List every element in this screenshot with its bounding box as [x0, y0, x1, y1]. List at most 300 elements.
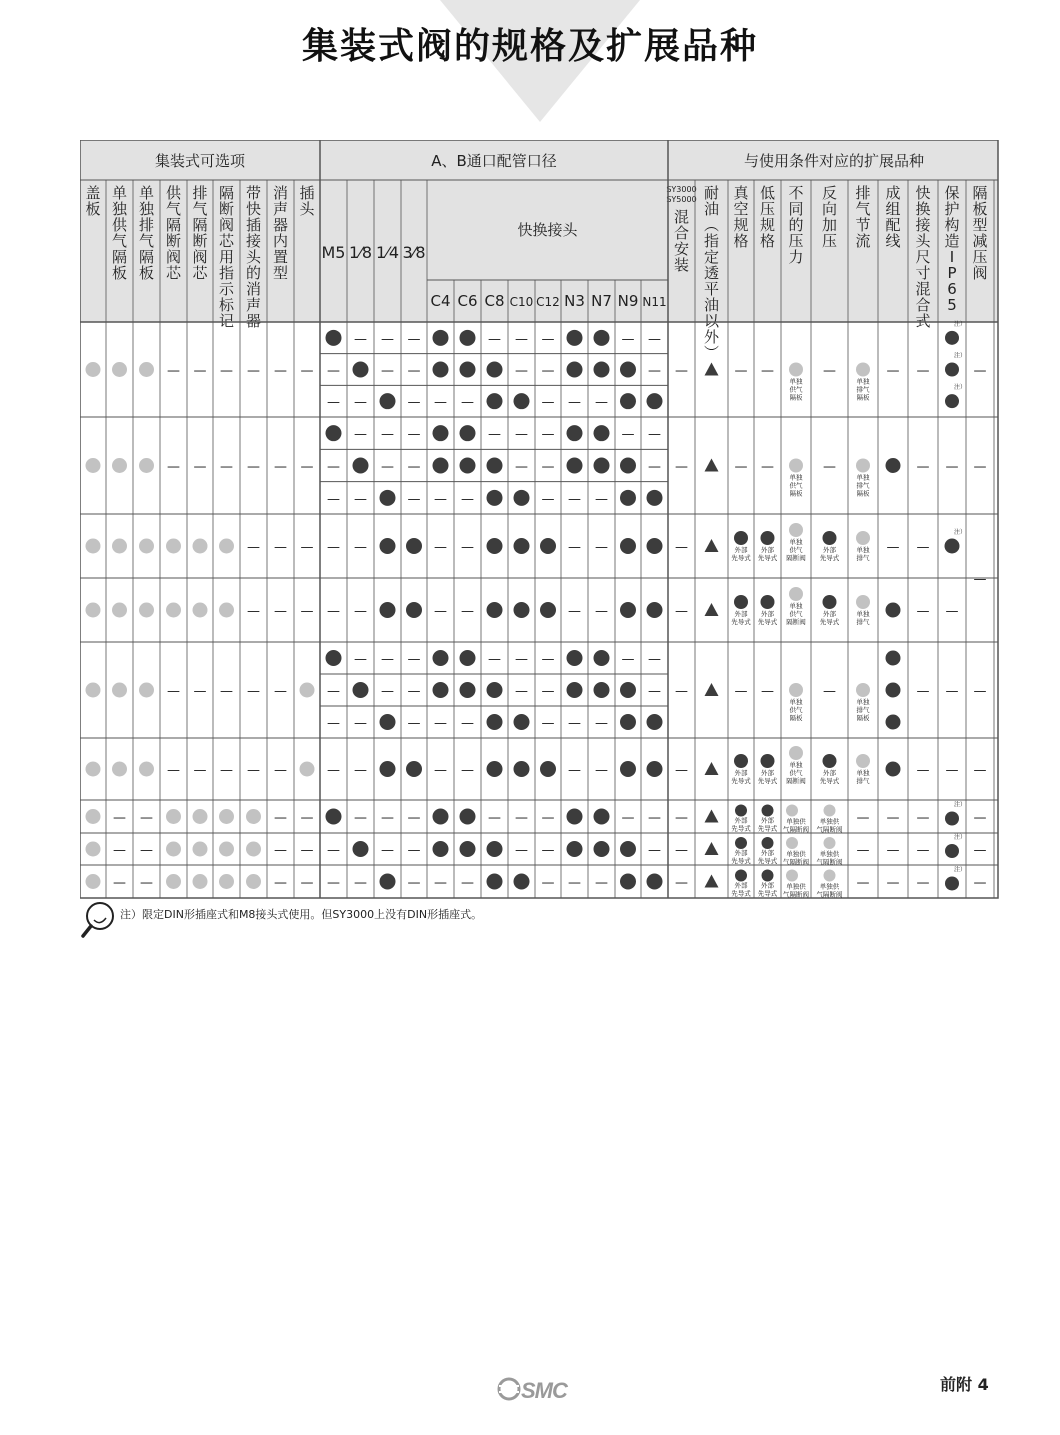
- gray-dot: [786, 870, 798, 882]
- dash: —: [354, 875, 367, 891]
- col-header-3-char: 排: [138, 216, 155, 234]
- dash: —: [327, 363, 340, 379]
- dash: —: [973, 684, 987, 699]
- dash: —: [461, 763, 474, 778]
- col-header-mixed-char: 合: [673, 224, 690, 242]
- dash: —: [886, 363, 900, 379]
- dash: —: [167, 363, 180, 379]
- col-header-4-char: 气: [165, 200, 182, 218]
- dash: —: [461, 395, 474, 411]
- dash: —: [541, 331, 555, 347]
- gray-dot: [786, 837, 798, 849]
- gray-dot: [112, 603, 127, 618]
- col-header-9-char: 插: [299, 184, 315, 202]
- filled-dot: [886, 715, 901, 730]
- dash: —: [354, 652, 367, 667]
- filled-dot: [353, 841, 369, 857]
- gray-dot-label: 单独: [789, 377, 803, 386]
- filled-dot-label: 外部: [823, 546, 836, 554]
- dash: —: [488, 331, 501, 347]
- footnote-text: 注）限定DIN形插座式和M8接头式使用。但SY3000上没有DIN形插座式。: [120, 908, 483, 921]
- filled-dot: [514, 714, 530, 730]
- dash: —: [595, 716, 608, 731]
- dash: —: [916, 763, 930, 778]
- dash: —: [515, 843, 528, 858]
- col-header-ext-1-char: 油: [703, 296, 720, 314]
- dash: —: [734, 684, 748, 699]
- dash: —: [434, 540, 447, 555]
- filled-dot-label: 外部: [823, 769, 836, 777]
- col-header-6-char: 指: [218, 264, 235, 282]
- filled-dot: [647, 538, 663, 554]
- dash: —: [648, 331, 661, 347]
- col-header-2-char: 独: [111, 200, 128, 218]
- gray-dot: [246, 809, 261, 824]
- dash: —: [300, 459, 314, 475]
- filled-dot: [487, 602, 503, 618]
- filled-dot-label: 先导式: [819, 554, 840, 562]
- dash: —: [407, 427, 421, 443]
- filled-dot: [460, 650, 476, 666]
- col-header-ext-5-char: 反: [821, 184, 838, 202]
- dash: —: [167, 763, 180, 778]
- dash: —: [274, 875, 287, 891]
- gray-dot: [856, 595, 870, 609]
- filled-dot: [945, 363, 959, 377]
- col-header-ext-7: [885, 184, 900, 250]
- dash: —: [354, 540, 367, 555]
- filled-dot: [620, 874, 636, 890]
- col-header-ext-9-char: P: [947, 264, 957, 282]
- col-header-ext-5-char: 压: [821, 232, 838, 250]
- col-header-8-char: 器: [272, 216, 289, 234]
- dash: —: [675, 684, 688, 699]
- col-header-ext-6-char: 排: [855, 184, 871, 202]
- col-header-ext-10-char: 板: [972, 200, 988, 218]
- brand-name: SMC: [521, 1378, 567, 1403]
- gray-dot-label: 气隔断阀: [816, 858, 843, 866]
- footnote: [80, 900, 483, 940]
- col-header-8-char: 型: [272, 264, 289, 282]
- filled-dot: [620, 362, 636, 378]
- filled-dot: [647, 761, 663, 777]
- filled-dot: [762, 837, 774, 849]
- dash: —: [407, 652, 421, 667]
- col-header-port-1: M5: [321, 243, 346, 262]
- col-header-mixed-char: 混: [673, 208, 690, 226]
- dash: —: [973, 459, 987, 475]
- col-header-ext-9-char: 护: [944, 200, 960, 218]
- gray-dot: [86, 603, 101, 618]
- filled-dot: [460, 841, 476, 857]
- dash: —: [515, 427, 528, 443]
- filled-dot-label: 外部: [734, 610, 748, 618]
- col-header-4-char: 隔: [165, 216, 182, 234]
- gray-dot: [219, 874, 234, 889]
- col-header-ext-8-char: 换: [915, 200, 931, 218]
- gray-dot-label: 隔板: [789, 489, 803, 498]
- gray-dot: [112, 458, 127, 473]
- filled-dot: [761, 595, 775, 609]
- filled-dot: [380, 538, 396, 554]
- dash: —: [327, 395, 340, 411]
- gray-dot-label: 隔板: [856, 714, 870, 722]
- col-header-5-char: 隔: [192, 216, 208, 234]
- dash: —: [461, 491, 474, 507]
- dash: —: [568, 540, 581, 555]
- dash: —: [595, 604, 608, 619]
- gray-dot-label: 单独: [856, 769, 870, 777]
- filled-dot-label: 先导式: [757, 824, 778, 833]
- filled-dot: [514, 393, 530, 409]
- dash: —: [354, 331, 367, 347]
- filled-dot-label: 外部: [734, 881, 748, 890]
- filled-dot: [567, 650, 583, 666]
- dash: —: [568, 716, 581, 731]
- gray-dot: [139, 458, 154, 473]
- triangle-marker: [705, 683, 719, 696]
- filled-dot-label: 先导式: [757, 554, 778, 562]
- col-header-3-char: 板: [138, 264, 155, 282]
- dash: —: [541, 395, 555, 411]
- filled-dot: [380, 714, 396, 730]
- filled-dot: [735, 805, 747, 817]
- dash: —: [220, 684, 233, 699]
- gray-dot: [193, 842, 208, 857]
- dash: —: [247, 540, 260, 555]
- dash: —: [274, 363, 287, 379]
- gray-dot: [219, 809, 234, 824]
- group-header-port-sizes: A、B通口配管口径: [431, 152, 557, 170]
- filled-dot-label: 外部: [761, 769, 774, 777]
- col-header-ext-8: [915, 184, 931, 330]
- col-header-ext-8-char: 寸: [915, 264, 931, 282]
- filled-dot: [761, 531, 775, 545]
- filled-dot: [647, 714, 663, 730]
- filled-dot: [886, 458, 901, 473]
- col-header-7-char: 插: [245, 216, 262, 234]
- gray-dot: [824, 870, 836, 882]
- col-header-4-char: 芯: [165, 264, 182, 282]
- filled-dot: [594, 682, 610, 698]
- filled-dot-label: 外部: [761, 816, 774, 825]
- col-header-ext-8-char: 接: [915, 216, 931, 234]
- filled-dot-label: 先导式: [731, 777, 751, 785]
- gray-dot: [86, 809, 101, 824]
- filled-dot-label: 先导式: [757, 618, 778, 626]
- smc-logo-mark: [497, 1376, 521, 1402]
- col-header-4-char: 断: [165, 232, 182, 250]
- dash: —: [595, 875, 608, 891]
- gray-dot: [789, 746, 803, 760]
- gray-dot: [86, 458, 101, 473]
- filled-dot-label: 先导式: [819, 618, 840, 626]
- col-header-ext-1-char: 指: [703, 232, 720, 250]
- gray-dot-label: 单独: [856, 698, 870, 706]
- dash: —: [407, 843, 421, 858]
- col-header-1: [85, 184, 100, 218]
- page-title: 集装式阀的规格及扩展品种: [301, 26, 758, 67]
- col-header-port-3: 1⁄4: [375, 243, 400, 262]
- col-header-8-char: 内: [272, 232, 289, 250]
- gray-dot: [789, 523, 803, 537]
- gray-dot: [300, 683, 315, 698]
- gray-dot-label: 排气: [856, 385, 870, 394]
- dash: —: [973, 363, 987, 379]
- gray-dot: [856, 683, 870, 697]
- col-header-ext-1-char: 定: [703, 248, 720, 266]
- gray-dot: [824, 805, 836, 817]
- dash: —: [761, 684, 774, 699]
- filled-dot: [433, 682, 449, 698]
- dash: —: [886, 843, 900, 858]
- filled-dot-label: 外部: [761, 849, 774, 857]
- dash: —: [648, 363, 661, 379]
- col-header-7-char: 声: [245, 296, 262, 314]
- note-marker: 注）: [953, 320, 967, 328]
- dash: —: [274, 540, 287, 555]
- dash: —: [407, 331, 421, 347]
- filled-dot: [433, 425, 449, 441]
- filled-dot: [647, 602, 663, 618]
- gray-dot: [246, 842, 261, 857]
- col-header-ext-5-char: 加: [821, 216, 838, 234]
- col-header-ext-10-char: 型: [972, 216, 988, 234]
- filled-dot: [620, 393, 636, 409]
- col-header-mixed: [674, 208, 689, 274]
- filled-dot: [487, 841, 503, 857]
- filled-dot: [540, 538, 556, 554]
- filled-dot: [594, 425, 610, 441]
- dash: —: [916, 684, 930, 699]
- filled-dot: [353, 362, 369, 378]
- gray-dot: [86, 762, 101, 777]
- filled-dot: [761, 754, 775, 768]
- dash: —: [327, 540, 340, 555]
- filled-dot: [620, 682, 636, 698]
- filled-dot: [620, 761, 636, 777]
- page-number: 前附 4: [940, 1375, 989, 1394]
- col-header-4: [166, 184, 182, 282]
- col-header-ext-10-char: 隔: [972, 184, 988, 202]
- dash: —: [434, 875, 447, 891]
- dash: —: [274, 604, 287, 619]
- filled-dot: [567, 425, 583, 441]
- col-header-6-char: 记: [218, 312, 235, 330]
- col-header-ext-8-char: 式: [915, 312, 931, 330]
- dash: —: [856, 843, 870, 858]
- note-marker: 注）: [953, 352, 967, 360]
- triangle-marker: [705, 603, 719, 616]
- col-header-6-char: 芯: [218, 232, 235, 250]
- dash: —: [595, 763, 608, 778]
- gray-dot-label: 单独供: [786, 882, 806, 891]
- dash: —: [354, 395, 367, 411]
- filled-dot: [353, 458, 369, 474]
- filled-dot: [487, 362, 503, 378]
- col-header-ext-4-char: 不: [788, 184, 804, 202]
- dash: —: [568, 875, 581, 891]
- filled-dot: [380, 393, 396, 409]
- filled-dot: [433, 841, 449, 857]
- filled-dot: [945, 877, 959, 891]
- dash: —: [300, 604, 314, 619]
- filled-dot: [433, 362, 449, 378]
- gray-dot: [139, 603, 154, 618]
- gray-dot: [856, 754, 870, 768]
- dash: —: [354, 491, 367, 507]
- col-header-2-char: 供: [111, 216, 128, 234]
- filled-dot: [487, 393, 503, 409]
- col-header-2: [112, 184, 128, 282]
- gray-dot-label: 单独: [856, 473, 870, 482]
- col-header-ext-10-char: 减: [972, 232, 988, 250]
- filled-dot: [762, 870, 774, 882]
- dash: —: [461, 875, 474, 891]
- gray-dot-label: 供气: [789, 769, 803, 777]
- gray-dot: [166, 539, 181, 554]
- filled-dot: [647, 874, 663, 890]
- filled-dot: [326, 425, 342, 441]
- filled-dot: [734, 531, 748, 545]
- filled-dot: [514, 602, 530, 618]
- note-marker: 注）: [953, 801, 967, 809]
- dash: —: [274, 459, 287, 475]
- col-header-ext-3: [760, 184, 775, 250]
- dash: —: [327, 491, 340, 507]
- filled-dot: [380, 874, 396, 890]
- dash: —: [327, 716, 340, 731]
- col-header-mixed-sy5000: SY5000: [666, 195, 697, 204]
- filled-dot-label: 先导式: [731, 618, 751, 626]
- col-header-ext-1-char: ︵: [703, 216, 720, 234]
- col-header-3-char: 单: [138, 184, 155, 202]
- col-header-ext-5: [822, 184, 837, 250]
- col-header-6-char: 阀: [218, 216, 235, 234]
- gray-dot: [139, 362, 154, 377]
- col-header-ext-9-char: 保: [944, 184, 960, 202]
- col-header-2-char: 单: [111, 184, 128, 202]
- filled-dot: [353, 682, 369, 698]
- dash: —: [595, 491, 608, 507]
- gray-dot-label: 排气: [856, 777, 870, 785]
- dash: —: [247, 363, 260, 379]
- dash: —: [823, 684, 836, 699]
- col-header-1-char: 板: [85, 200, 101, 218]
- filled-dot: [620, 714, 636, 730]
- filled-dot: [460, 809, 476, 825]
- triangle-marker: [705, 539, 719, 552]
- dash: —: [434, 491, 447, 507]
- gray-dot: [193, 809, 208, 824]
- filled-dot: [380, 602, 396, 618]
- note-marker: 注）: [953, 866, 967, 874]
- filled-dot: [567, 682, 583, 698]
- filled-dot: [567, 809, 583, 825]
- filled-dot: [945, 394, 959, 408]
- col-header-ext-1-char: 以: [703, 312, 720, 330]
- dash: —: [407, 459, 421, 475]
- filled-dot-label: 外部: [734, 769, 748, 777]
- dash: —: [761, 459, 774, 475]
- dash: —: [247, 763, 260, 778]
- gray-dot-label: 单独: [789, 698, 803, 706]
- gray-dot: [139, 539, 154, 554]
- filled-dot: [514, 761, 530, 777]
- filled-dot-label: 先导式: [731, 554, 751, 562]
- dash: —: [856, 810, 870, 826]
- col-header-ext-4-char: 同: [788, 200, 804, 218]
- gray-dot: [219, 603, 234, 618]
- filled-dot: [567, 362, 583, 378]
- col-header-ext-1-char: 油: [703, 200, 720, 218]
- filled-dot-label: 外部: [761, 546, 774, 554]
- dash: —: [515, 684, 528, 699]
- col-header-ext-10: [972, 184, 987, 282]
- col-header-mixed-sy3000: SY3000: [666, 185, 697, 194]
- col-header-ext-4-char: 力: [788, 248, 804, 266]
- col-header-n11: N11: [642, 295, 667, 309]
- dash: —: [300, 875, 314, 891]
- filled-dot: [433, 458, 449, 474]
- dash: —: [648, 684, 661, 699]
- dash: —: [945, 459, 959, 475]
- gray-dot: [789, 363, 803, 377]
- dash: —: [327, 763, 340, 778]
- dash: —: [300, 843, 314, 858]
- dash: —: [973, 572, 987, 587]
- col-header-c4: C4: [430, 292, 451, 310]
- dash: —: [300, 810, 314, 826]
- gray-dot-label: 气隔断阀: [783, 825, 809, 834]
- dash: —: [327, 459, 340, 475]
- gray-dot-label: 单独: [789, 473, 803, 482]
- filled-dot: [540, 761, 556, 777]
- dash: —: [568, 604, 581, 619]
- dash: —: [675, 459, 688, 475]
- magnifier-icon: [80, 900, 116, 940]
- filled-dot-label: 外部: [823, 610, 836, 618]
- col-header-ext-7-char: 线: [885, 232, 901, 250]
- dash: —: [167, 684, 180, 699]
- dash: —: [621, 810, 635, 826]
- dash: —: [916, 604, 930, 619]
- dash: —: [381, 843, 394, 858]
- dash: —: [407, 684, 421, 699]
- dash: —: [488, 652, 501, 667]
- filled-dot: [594, 330, 610, 346]
- filled-dot: [945, 844, 959, 858]
- dash: —: [193, 459, 207, 475]
- col-header-c12: C12: [536, 295, 560, 309]
- col-header-7: [246, 184, 262, 330]
- col-header-ext-7-char: 配: [885, 216, 901, 234]
- gray-dot: [166, 842, 181, 857]
- col-header-1-char: 盖: [85, 184, 101, 202]
- dash: —: [113, 810, 126, 826]
- dash: —: [973, 810, 987, 826]
- col-header-3-char: 气: [138, 232, 155, 250]
- col-header-ext-8-char: 头: [915, 232, 931, 250]
- dash: —: [113, 843, 126, 858]
- dash: —: [381, 363, 394, 379]
- gray-dot-label: 单独供: [786, 817, 806, 826]
- gray-dot-label: 隔板: [789, 714, 803, 722]
- gray-dot-label: 供气: [789, 481, 803, 490]
- col-header-n3: N3: [564, 292, 585, 310]
- filled-dot: [460, 682, 476, 698]
- filled-dot-label: 外部: [734, 849, 748, 857]
